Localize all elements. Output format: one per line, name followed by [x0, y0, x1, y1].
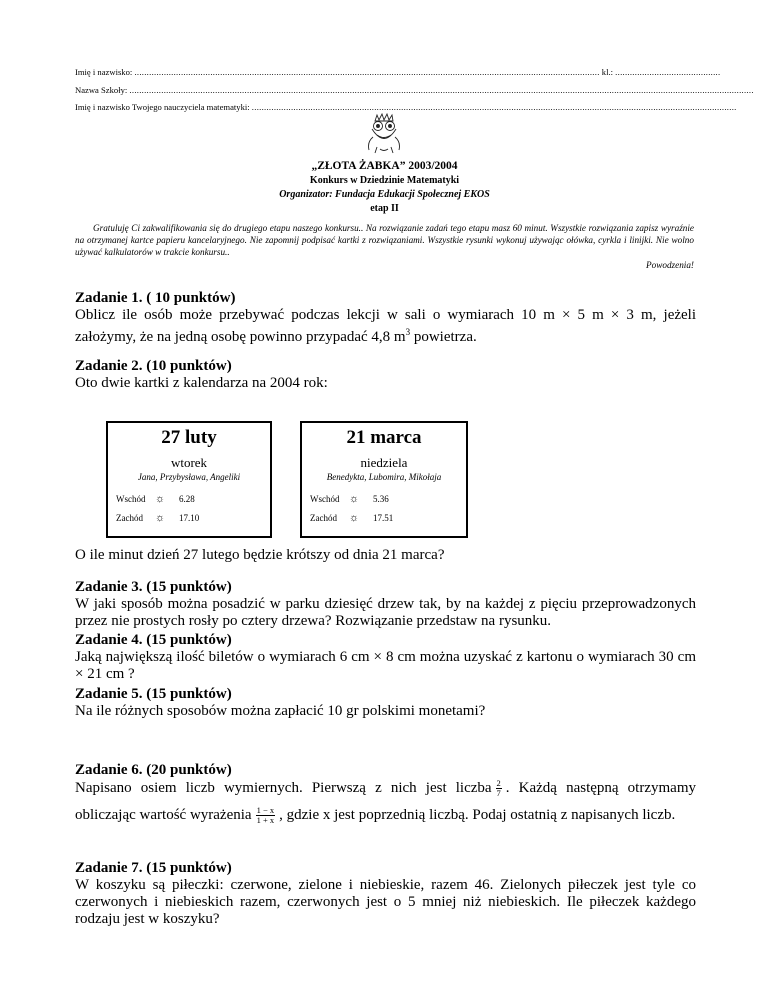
school-label: Nazwa Szkoły: [75, 85, 130, 95]
frog-icon [364, 112, 404, 154]
task-1-text: Oblicz ile osób może przebywać podczas lekcji w sali o wymiarach 10 m × 5 m × 3 m, jeżeli założymy, że na jedną osobę powinno przypadać 4,8 $m^3$ powietrza. [75, 307, 696, 345]
fraction-two-sevenths: $\frac{2}{7}$ [496, 778, 501, 799]
task-3 [75, 579, 696, 630]
calendar-card-mar21 [300, 421, 468, 538]
task-6-text: Napisano osiem liczb wymiernych. Pierwszą z nich jest liczba $\frac{2}{7}$ . Każdą następną otrzymamy obliczając wartość wyrażenia $\frac{1 - x}{1 + x}$ , gdzie x jest poprzednią liczbą. Podaj ostatnią z napisanych liczb. [75, 778, 696, 826]
stage: etap II [370, 203, 399, 214]
task-6-heading: Zadanie 6. (20 punktów) [75, 762, 232, 778]
sunset-row: Zachód ☼ 17.51 [310, 512, 394, 524]
sun-icon: ☼ [349, 512, 360, 524]
intro-text: Gratuluję Ci zakwalifikowania się do drugiego etapu naszego konkursu.. Na rozwiązanie zadań tego etapu masz 60 minut. Wszystkie rozwiązania zapisz wyraźnie na otrzymanej kartce papieru kancelaryjnego. Nie zapomnij podpisać kartki z rozwiązaniami. Wszystkie rysunki wykonuj używając ołówka, cyrkla i linijki. Nie wolno używać kalkulatorów w trakcie konkursu.. [75, 223, 694, 257]
task-2-question: O ile minut dzień 27 lutego będzie krótszy od dnia 21 marca? [75, 547, 445, 563]
calendar-day: wtorek [170, 455, 208, 470]
organizer: Organizator: Fundacja Edukacji Społecznej EKOS [279, 189, 490, 200]
task-7-text: W koszyku są piłeczki: czerwone, zielone i niebieskie, razem 46. Zielonych piłeczek jest tyle co czerwonych i niebieskich razem, czerwonych jest o 5 mniej niż niebieskich. Ile piłeczek każdego rodzaju jest w koszyku? [75, 877, 696, 927]
task-1-superscript: 3 [405, 327, 411, 337]
calendar-names: Jana, Przybysława, Angeliki [137, 472, 241, 482]
task-7-heading: Zadanie 7. (15 punktów) [75, 860, 232, 876]
calendar-date: 27 luty [161, 427, 217, 448]
task-4-heading: Zadanie 4. (15 punktów) [75, 632, 232, 648]
contest-subtitle: Konkurs w Dziedzinie Matematyki [309, 175, 460, 186]
calendar-date: 21 marca [346, 427, 422, 448]
sun-icon: ☼ [349, 493, 360, 505]
contest-title: „ZŁOTA ŻABKA” 2003/2004 [311, 160, 458, 172]
task-7 [75, 860, 696, 928]
sun-icon: ☼ [155, 512, 166, 524]
sunrise-row: Wschód ☼ 5.36 [310, 493, 389, 505]
name-label: Imię i nazwisko: [75, 67, 135, 77]
task-5 [75, 686, 696, 720]
teacher-label: Imię i nazwisko Twojego nauczyciela matematyki: [75, 102, 252, 112]
task-1 [75, 290, 696, 346]
name-line[interactable]: Imię i nazwisko: .............................................................................................................................................................................................. kl.: ........................................... [75, 67, 721, 77]
task-1-heading: Zadanie 1. ( 10 punktów) [75, 290, 236, 306]
task-3-heading: Zadanie 3. (15 punktów) [75, 579, 232, 595]
calendar-day: niedziela [360, 455, 408, 470]
task-6 [75, 762, 696, 829]
task-2 [75, 358, 696, 392]
teacher-line[interactable]: Imię i nazwisko Twojego nauczyciela matematyki: ...................................................................................................................................................................................................... [75, 102, 737, 112]
calendar-names: Benedykta, Lubomira, Mikołaja [326, 472, 442, 482]
task-3-text: W jaki sposób można posadzić w parku dziesięć drzew tak, by na każdej z pięciu przeprowadzonych przez nie prostych rosły po cztery drzewa? Rozwiązanie przedstaw na rysunku. [75, 596, 696, 629]
sun-icon: ☼ [155, 493, 166, 505]
sunset-row: Zachód ☼ 17.10 [116, 512, 200, 524]
closing-text: Powodzenia! [646, 260, 694, 270]
sunrise-row: Wschód ☼ 6.28 [116, 493, 195, 505]
task-4-text: Jaką największą ilość biletów o wymiarach 6 cm × 8 cm można uzyskać z kartonu o wymiarach 30 cm × 21 cm ? [75, 649, 696, 682]
name-dots: .............................................................................................................................................................................................. [134, 67, 600, 77]
calendar-card-feb27 [106, 421, 272, 538]
fraction-expression: $\frac{1 - x}{1 + x}$ [256, 805, 275, 826]
class-label: kl.: [599, 67, 616, 77]
task-2-heading: Zadanie 2. (10 punktów) [75, 358, 232, 374]
school-line[interactable]: Nazwa Szkoły: ............................................................................................................................................................................................................................................................... [75, 85, 754, 95]
task-2-text: Oto dwie kartki z kalendarza na 2004 rok: [75, 375, 328, 391]
task-5-heading: Zadanie 5. (15 punktów) [75, 686, 232, 702]
task-4 [75, 632, 696, 683]
task-5-text: Na ile różnych sposobów można zapłacić 10 gr polskimi monetami? [75, 703, 486, 719]
